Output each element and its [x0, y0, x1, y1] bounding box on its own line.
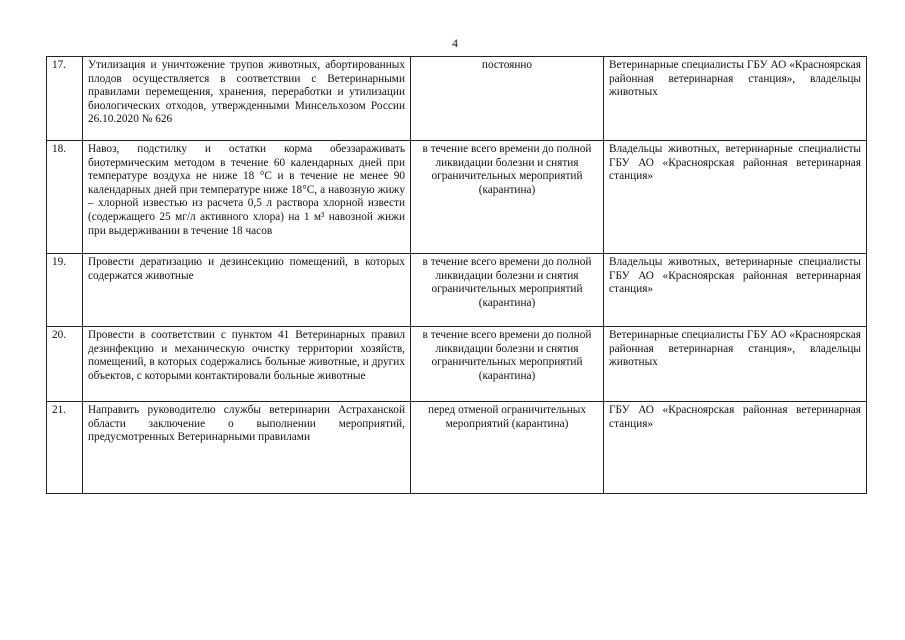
table-row: [47, 57, 867, 141]
term-text: в течение всего времени до полной ликвидации болезни и снятия ограничительных мероприятий (карантина): [411, 327, 604, 402]
responsible-text: ГБУ АО «Красноярская районная ветеринарная станция»: [604, 402, 867, 494]
table-row: [47, 327, 867, 402]
row-number: 21.: [47, 402, 83, 494]
responsible-text: Владельцы животных, ветеринарные специалисты ГБУ АО «Красноярская районная ветеринарная станция»: [604, 141, 867, 254]
measure-text: Провести дератизацию и дезинсекцию помещений, в которых содержатся животные: [83, 254, 411, 327]
measure-text: Направить руководителю службы ветеринарии Астраханской области заключение о выполнении мероприятий, предусмотренных Ветеринарными правилами: [83, 402, 411, 494]
term-text: перед отменой ограничительных мероприятий (карантина): [411, 402, 604, 494]
responsible-text: Ветеринарные специалисты ГБУ АО «Красноярская районная ветеринарная станция», владельцы животных: [604, 57, 867, 141]
responsible-text: Ветеринарные специалисты ГБУ АО «Красноярская районная ветеринарная станция», владельцы животных: [604, 327, 867, 402]
row-number: 17.: [47, 57, 83, 141]
term-text: в течение всего времени до полной ликвидации болезни и снятия ограничительных мероприятий (карантина): [411, 254, 604, 327]
measures-table: [46, 56, 867, 494]
term-text: в течение всего времени до полной ликвидации болезни и снятия ограничительных мероприятий (карантина): [411, 141, 604, 254]
responsible-text: Владельцы животных, ветеринарные специалисты ГБУ АО «Красноярская районная ветеринарная станция»: [604, 254, 867, 327]
measure-text: Утилизация и уничтожение трупов животных, абортированных плодов осуществляется в соответствии с Ветеринарными правилами перемещения, хранения, переработки и утилизации биологических отходов, утвержденными Минсельхозом России 26.10.2020 № 626: [83, 57, 411, 141]
row-number: 20.: [47, 327, 83, 402]
row-number: 19.: [47, 254, 83, 327]
measure-text: Провести в соответствии с пунктом 41 Ветеринарных правил дезинфекцию и механическую очистку территории хозяйств, помещений, в которых содержались больные животные, и других объектов, с которыми контактировали больные животные: [83, 327, 411, 402]
term-text: постоянно: [411, 57, 604, 141]
table-row: [47, 254, 867, 327]
page-number: 4: [452, 36, 458, 50]
table-row: [47, 402, 867, 494]
measure-text: Навоз, подстилку и остатки корма обеззараживать биотермическим методом в течение 60 календарных дней при температуре воздуха не ниже 18 °С и в течение не менее 90 календарных дней при температуре ниже 18°С, а навозную жижу – хлорной известью из расчета 0,5 л раствора хлорной извести (содержащего 25 мг/л активного хлора) на 1 м³ навозной жижи при выдерживании в течение 18 часов: [83, 141, 411, 254]
row-number: 18.: [47, 141, 83, 254]
table-row: [47, 141, 867, 254]
